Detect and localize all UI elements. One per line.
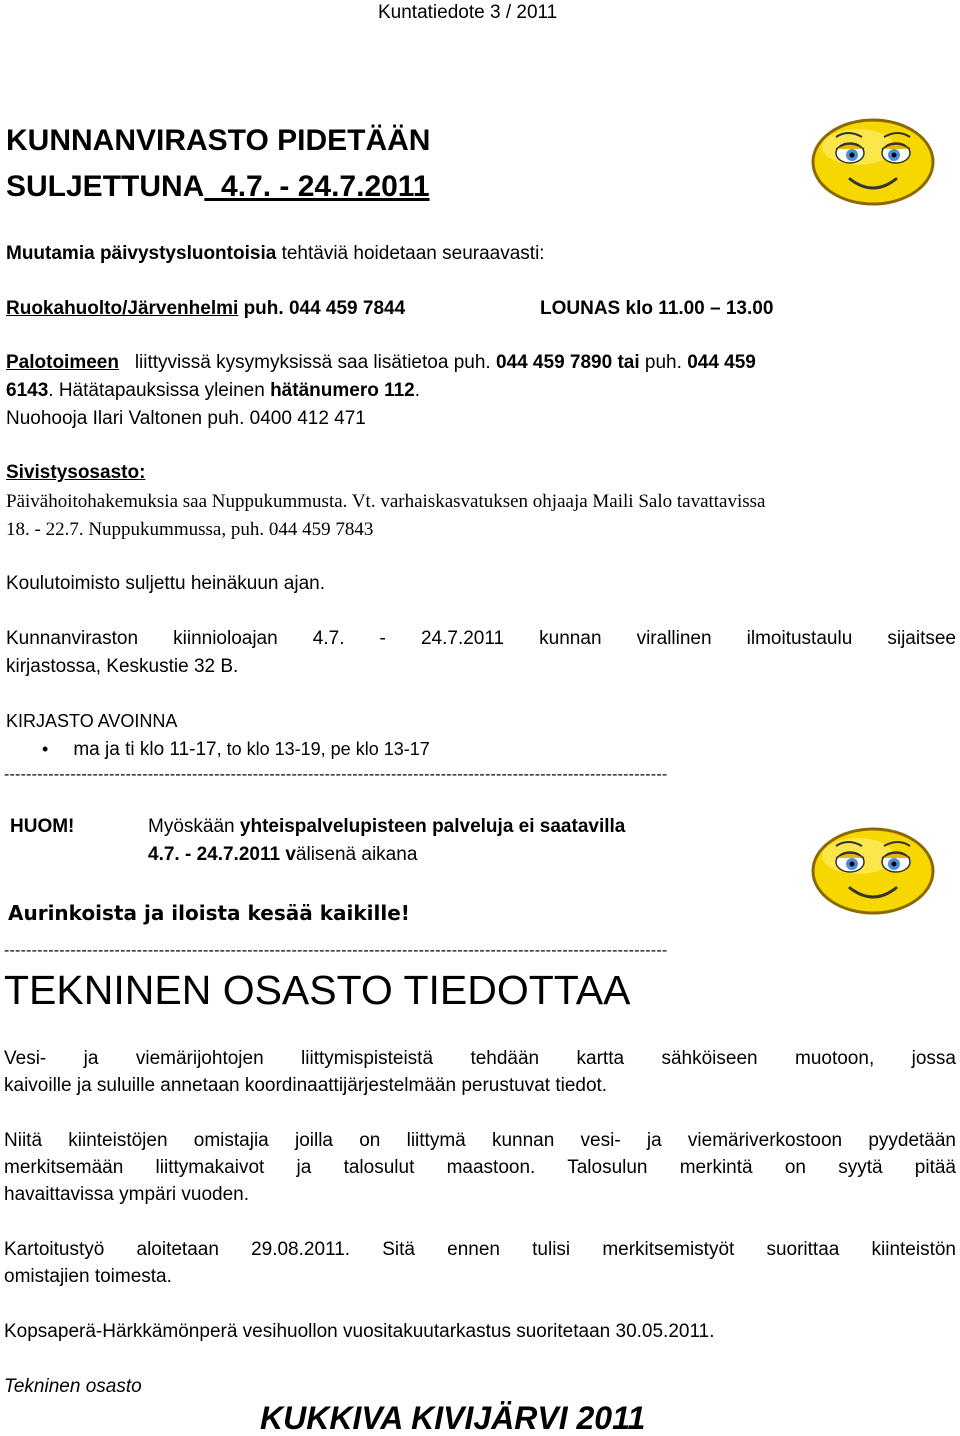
- greeting: Aurinkoista ja iloista kesää kaikille!: [8, 901, 410, 925]
- palotoimi-phone1: 044 459 7890 tai: [495, 352, 640, 373]
- sivistys-line1: Päivähoitohakemuksia saa Nuppukummusta. Vt. varhaiskasvatuksen ohjaaja Maili Salo tavattavissa: [6, 491, 766, 512]
- palotoimi-phone2b: 6143: [6, 380, 49, 401]
- huom-text2-bold: 4.7. - 24.7.2011 v: [148, 844, 296, 865]
- palotoimi-line1: [6, 352, 756, 374]
- kirjasto-hours-a: ma ja ti klo 11-17: [73, 739, 217, 760]
- sivistys-heading: Sivistysosasto:: [6, 462, 146, 483]
- tekninen-p2-line2: merkitsemään liittymakaivot ja talosulut maastoon. Talosulun merkintä on syytä pitää: [4, 1157, 956, 1178]
- closure-headline-line1: KUNNANVIRASTO PIDETÄÄN: [6, 124, 431, 157]
- huom-text1-bold: yhteispalvelupisteen palveluja ei saatavilla: [239, 816, 626, 837]
- ruokahuolto-label: Ruokahuolto/Järvenhelmi: [6, 298, 239, 319]
- palotoimi-label: Palotoimeen: [6, 352, 119, 373]
- bullet-icon: •: [42, 739, 49, 759]
- closure-intro-bold: Muutamia päivystysluontoisia: [6, 243, 277, 264]
- nuohooja-line: Nuohooja Ilari Valtonen puh. 0400 412 471: [6, 408, 366, 429]
- ruokahuolto-phone: puh. 044 459 7844: [243, 298, 406, 319]
- closure-headline-line2: [6, 170, 430, 204]
- huom-label: HUOM!: [10, 816, 75, 837]
- palotoimi-phone2a: 044 459: [687, 352, 756, 373]
- koulutoimisto-note: Koulutoimisto suljettu heinäkuun ajan.: [6, 573, 325, 594]
- tekninen-p3-line1: Kartoitustyö aloitetaan 29.08.2011. Sitä ennen tulisi merkitsemistyöt suorittaa kiinteistön: [4, 1239, 956, 1260]
- lounas-hours: LOUNAS klo 11.00 – 13.00: [540, 298, 774, 319]
- separator-1: ------------------------------------------------------------------------------------------------------------------------: [4, 766, 668, 783]
- smiley-face-icon: [808, 826, 938, 916]
- hatatapaus-end: .: [414, 380, 421, 401]
- hatanumero: hätänumero 112: [270, 380, 415, 401]
- tekninen-p2-line1: Niitä kiinteistöjen omistajia joilla on liittymä kunnan vesi- ja viemäriverkostoon pyydetään: [4, 1130, 956, 1151]
- palotoimi-line2: [6, 380, 420, 402]
- closure-dates-text: 4.7. - 24.7.2011: [221, 170, 430, 203]
- tekninen-p1-line2: kaivoille ja suluille annetaan koordinaattijärjestelmään perustuvat tiedot.: [4, 1075, 608, 1096]
- footer-heading: KUKKIVA KIVIJÄRVI 2011: [260, 1400, 646, 1436]
- tekninen-heading: TEKNINEN OSASTO TIEDOTTAA: [4, 967, 631, 1013]
- hatatapaus-text: . Hätätapauksissa yleinen: [48, 380, 265, 401]
- tekninen-p1-line1: Vesi- ja viemärijohtojen liittymispisteistä tehdään kartta sähköiseen muotoon, jossa: [4, 1048, 956, 1069]
- closure-intro: [6, 243, 545, 265]
- ilmoitus-line1: Kunnanviraston kiinnioloajan 4.7. - 24.7.2011 kunnan virallinen ilmoitustaulu sijaitsee: [6, 628, 956, 649]
- ilmoitus-line2: kirjastossa, Keskustie 32 B.: [6, 656, 239, 677]
- huom-text2-rest: älisenä aikana: [295, 844, 418, 865]
- separator-2: ------------------------------------------------------------------------------------------------------------------------: [4, 942, 668, 959]
- smiley-face-icon: [808, 117, 938, 207]
- huom-line1: [148, 816, 625, 838]
- sivistys-line2: 18. - 22.7. Nuppukummussa, puh. 044 459 7843: [6, 519, 374, 540]
- kirjasto-hours: [42, 738, 430, 761]
- closure-prefix: SULJETTUNA: [6, 170, 205, 203]
- kirjasto-hours-b: , to klo 13-19, pe klo 13-17: [216, 739, 430, 759]
- palotoimi-text: liittyvissä kysymyksissä saa lisätietoa puh.: [134, 352, 491, 373]
- ruokahuolto-line: [6, 298, 405, 320]
- tekninen-signature: Tekninen osasto: [4, 1376, 142, 1397]
- huom-text1: Myöskään: [148, 816, 235, 837]
- palotoimi-puh2: puh.: [644, 352, 682, 373]
- tekninen-p4: Kopsaperä-Härkkämönperä vesihuollon vuositakuutarkastus suoritetaan 30.05.2011.: [4, 1321, 715, 1342]
- closure-dates: [204, 170, 429, 203]
- tekninen-p3-line2: omistajien toimesta.: [4, 1266, 172, 1287]
- kirjasto-heading: KIRJASTO AVOINNA: [6, 711, 178, 731]
- page-header: Kuntatiedote 3 / 2011: [378, 2, 558, 23]
- huom-line2: [148, 844, 417, 866]
- closure-intro-rest: tehtäviä hoidetaan seuraavasti:: [281, 243, 545, 264]
- tekninen-p2-line3: havaittavissa ympäri vuoden.: [4, 1184, 250, 1205]
